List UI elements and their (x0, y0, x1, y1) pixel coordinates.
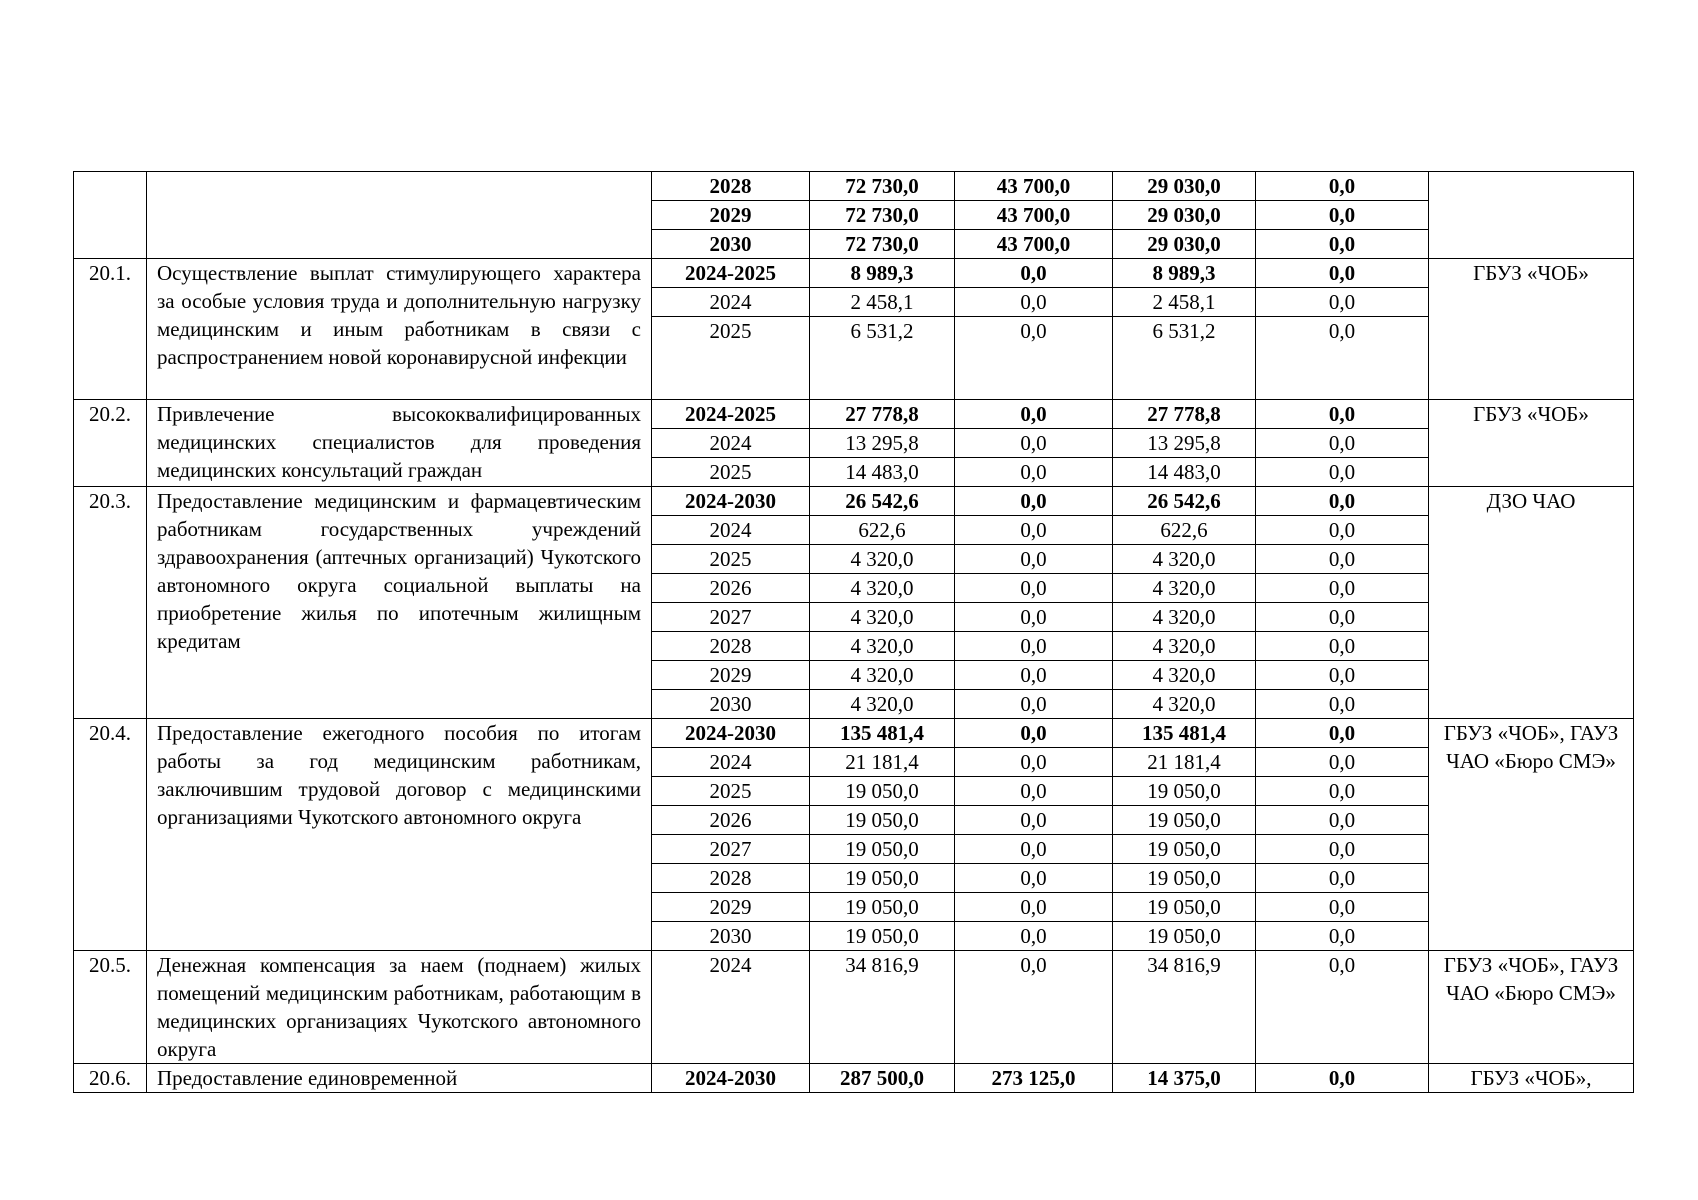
responsible-executor: ГБУЗ «ЧОБ» (1429, 259, 1634, 400)
federal-budget-cell: 0,0 (955, 487, 1113, 516)
total-cell: 6 531,2 (810, 317, 955, 400)
federal-budget-cell: 43 700,0 (955, 230, 1113, 259)
district-budget-cell: 2 458,1 (1113, 288, 1256, 317)
district-budget-cell: 29 030,0 (1113, 172, 1256, 201)
total-cell: 21 181,4 (810, 748, 955, 777)
other-sources-cell: 0,0 (1256, 951, 1429, 1064)
responsible-executor (1429, 172, 1634, 259)
total-cell: 26 542,6 (810, 487, 955, 516)
other-sources-cell: 0,0 (1256, 806, 1429, 835)
district-budget-cell: 19 050,0 (1113, 806, 1256, 835)
other-sources-cell: 0,0 (1256, 516, 1429, 545)
district-budget-cell: 4 320,0 (1113, 603, 1256, 632)
total-cell: 34 816,9 (810, 951, 955, 1064)
federal-budget-cell: 0,0 (955, 661, 1113, 690)
document-page (73, 171, 1633, 1093)
other-sources-cell: 0,0 (1256, 632, 1429, 661)
district-budget-cell: 19 050,0 (1113, 893, 1256, 922)
other-sources-cell: 0,0 (1256, 661, 1429, 690)
other-sources-cell: 0,0 (1256, 893, 1429, 922)
federal-budget-cell: 43 700,0 (955, 201, 1113, 230)
district-budget-cell: 27 778,8 (1113, 400, 1256, 429)
item-number: 20.3. (74, 487, 147, 719)
item-number: 20.2. (74, 400, 147, 487)
federal-budget-cell: 0,0 (955, 690, 1113, 719)
year-cell: 2028 (652, 632, 810, 661)
item-description (147, 172, 652, 259)
year-cell: 2024-2025 (652, 400, 810, 429)
total-cell: 19 050,0 (810, 777, 955, 806)
table-row (74, 951, 1634, 1064)
total-cell: 19 050,0 (810, 864, 955, 893)
other-sources-cell: 0,0 (1256, 230, 1429, 259)
total-cell: 4 320,0 (810, 603, 955, 632)
year-cell: 2028 (652, 172, 810, 201)
other-sources-cell: 0,0 (1256, 545, 1429, 574)
federal-budget-cell: 0,0 (955, 288, 1113, 317)
federal-budget-cell: 0,0 (955, 545, 1113, 574)
item-description: Предоставление ежегодного пособия по итогам работы за год медицинским работникам, заключившим трудовой договор с медицинскими организациями Чукотского автономного округа (147, 719, 652, 951)
federal-budget-cell: 0,0 (955, 400, 1113, 429)
district-budget-cell: 4 320,0 (1113, 545, 1256, 574)
district-budget-cell: 34 816,9 (1113, 951, 1256, 1064)
responsible-executor: ДЗО ЧАО (1429, 487, 1634, 719)
year-cell: 2026 (652, 806, 810, 835)
year-cell: 2029 (652, 201, 810, 230)
year-cell: 2027 (652, 835, 810, 864)
responsible-executor: ГБУЗ «ЧОБ», (1429, 1064, 1634, 1093)
total-cell: 72 730,0 (810, 201, 955, 230)
year-cell: 2024 (652, 288, 810, 317)
item-description: Денежная компенсация за наем (поднаем) жилых помещений медицинским работникам, работающим в медицинских организациях Чукотского автономного округа (147, 951, 652, 1064)
other-sources-cell: 0,0 (1256, 429, 1429, 458)
year-cell: 2025 (652, 317, 810, 400)
year-cell: 2024-2030 (652, 719, 810, 748)
year-cell: 2025 (652, 777, 810, 806)
other-sources-cell: 0,0 (1256, 259, 1429, 288)
responsible-executor: ГБУЗ «ЧОБ» (1429, 400, 1634, 487)
district-budget-cell: 4 320,0 (1113, 690, 1256, 719)
federal-budget-cell: 0,0 (955, 864, 1113, 893)
other-sources-cell: 0,0 (1256, 172, 1429, 201)
federal-budget-cell: 43 700,0 (955, 172, 1113, 201)
item-description: Привлечение высококвалифицированных медицинских специалистов для проведения медицинских консультаций граждан (147, 400, 652, 487)
year-cell: 2024 (652, 748, 810, 777)
item-description: Предоставление медицинским и фармацевтическим работникам государственных учреждений здравоохранения (аптечных организаций) Чукотского автономного округа социальной выплаты на приобретение жилья по ипотечным жилищным кредитам (147, 487, 652, 719)
total-cell: 287 500,0 (810, 1064, 955, 1093)
table-row (74, 172, 1634, 201)
district-budget-cell: 26 542,6 (1113, 487, 1256, 516)
year-cell: 2029 (652, 893, 810, 922)
other-sources-cell: 0,0 (1256, 719, 1429, 748)
total-cell: 4 320,0 (810, 690, 955, 719)
year-cell: 2030 (652, 690, 810, 719)
total-cell: 4 320,0 (810, 545, 955, 574)
district-budget-cell: 19 050,0 (1113, 777, 1256, 806)
district-budget-cell: 19 050,0 (1113, 922, 1256, 951)
district-budget-cell: 19 050,0 (1113, 835, 1256, 864)
federal-budget-cell: 0,0 (955, 922, 1113, 951)
district-budget-cell: 4 320,0 (1113, 632, 1256, 661)
total-cell: 19 050,0 (810, 835, 955, 864)
federal-budget-cell: 0,0 (955, 632, 1113, 661)
federal-budget-cell: 0,0 (955, 951, 1113, 1064)
district-budget-cell: 14 375,0 (1113, 1064, 1256, 1093)
federal-budget-cell: 0,0 (955, 259, 1113, 288)
federal-budget-cell: 0,0 (955, 516, 1113, 545)
item-number: 20.6. (74, 1064, 147, 1093)
district-budget-cell: 19 050,0 (1113, 864, 1256, 893)
federal-budget-cell: 0,0 (955, 317, 1113, 400)
total-cell: 8 989,3 (810, 259, 955, 288)
item-description: Предоставление единовременной (147, 1064, 652, 1093)
federal-budget-cell: 0,0 (955, 719, 1113, 748)
table-row (74, 259, 1634, 288)
district-budget-cell: 135 481,4 (1113, 719, 1256, 748)
federal-budget-cell: 0,0 (955, 603, 1113, 632)
year-cell: 2028 (652, 864, 810, 893)
federal-budget-cell: 0,0 (955, 893, 1113, 922)
total-cell: 13 295,8 (810, 429, 955, 458)
other-sources-cell: 0,0 (1256, 690, 1429, 719)
district-budget-cell: 29 030,0 (1113, 201, 1256, 230)
total-cell: 2 458,1 (810, 288, 955, 317)
year-cell: 2025 (652, 545, 810, 574)
district-budget-cell: 622,6 (1113, 516, 1256, 545)
year-cell: 2024-2025 (652, 259, 810, 288)
year-cell: 2024 (652, 429, 810, 458)
other-sources-cell: 0,0 (1256, 603, 1429, 632)
other-sources-cell: 0,0 (1256, 835, 1429, 864)
federal-budget-cell: 0,0 (955, 574, 1113, 603)
year-cell: 2030 (652, 230, 810, 259)
other-sources-cell: 0,0 (1256, 864, 1429, 893)
federal-budget-cell: 0,0 (955, 429, 1113, 458)
other-sources-cell: 0,0 (1256, 1064, 1429, 1093)
year-cell: 2030 (652, 922, 810, 951)
other-sources-cell: 0,0 (1256, 201, 1429, 230)
year-cell: 2027 (652, 603, 810, 632)
item-number: 20.4. (74, 719, 147, 951)
total-cell: 14 483,0 (810, 458, 955, 487)
federal-budget-cell: 0,0 (955, 458, 1113, 487)
other-sources-cell: 0,0 (1256, 288, 1429, 317)
item-number: 20.1. (74, 259, 147, 400)
federal-budget-cell: 0,0 (955, 835, 1113, 864)
federal-budget-cell: 0,0 (955, 777, 1113, 806)
total-cell: 19 050,0 (810, 922, 955, 951)
other-sources-cell: 0,0 (1256, 400, 1429, 429)
year-cell: 2024-2030 (652, 487, 810, 516)
responsible-executor: ГБУЗ «ЧОБ», ГАУЗ ЧАО «Бюро СМЭ» (1429, 951, 1634, 1064)
other-sources-cell: 0,0 (1256, 777, 1429, 806)
year-cell: 2024 (652, 516, 810, 545)
total-cell: 72 730,0 (810, 172, 955, 201)
year-cell: 2025 (652, 458, 810, 487)
year-cell: 2026 (652, 574, 810, 603)
district-budget-cell: 4 320,0 (1113, 574, 1256, 603)
other-sources-cell: 0,0 (1256, 574, 1429, 603)
district-budget-cell: 8 989,3 (1113, 259, 1256, 288)
other-sources-cell: 0,0 (1256, 458, 1429, 487)
year-cell: 2024-2030 (652, 1064, 810, 1093)
total-cell: 4 320,0 (810, 632, 955, 661)
item-number: 20.5. (74, 951, 147, 1064)
total-cell: 27 778,8 (810, 400, 955, 429)
district-budget-cell: 29 030,0 (1113, 230, 1256, 259)
other-sources-cell: 0,0 (1256, 317, 1429, 400)
responsible-executor: ГБУЗ «ЧОБ», ГАУЗ ЧАО «Бюро СМЭ» (1429, 719, 1634, 951)
total-cell: 622,6 (810, 516, 955, 545)
year-cell: 2024 (652, 951, 810, 1064)
other-sources-cell: 0,0 (1256, 487, 1429, 516)
district-budget-cell: 13 295,8 (1113, 429, 1256, 458)
item-description: Осуществление выплат стимулирующего характера за особые условия труда и дополнительную нагрузку медицинским и иным работникам в связи с распространением новой коронавирусной инфекции (147, 259, 652, 400)
total-cell: 135 481,4 (810, 719, 955, 748)
total-cell: 4 320,0 (810, 574, 955, 603)
district-budget-cell: 14 483,0 (1113, 458, 1256, 487)
item-number (74, 172, 147, 259)
total-cell: 19 050,0 (810, 893, 955, 922)
total-cell: 72 730,0 (810, 230, 955, 259)
table-row (74, 1064, 1634, 1093)
other-sources-cell: 0,0 (1256, 748, 1429, 777)
table-row (74, 719, 1634, 748)
federal-budget-cell: 0,0 (955, 806, 1113, 835)
financing-table (73, 171, 1634, 1093)
total-cell: 19 050,0 (810, 806, 955, 835)
federal-budget-cell: 0,0 (955, 748, 1113, 777)
district-budget-cell: 4 320,0 (1113, 661, 1256, 690)
table-row (74, 400, 1634, 429)
district-budget-cell: 21 181,4 (1113, 748, 1256, 777)
federal-budget-cell: 273 125,0 (955, 1064, 1113, 1093)
year-cell: 2029 (652, 661, 810, 690)
other-sources-cell: 0,0 (1256, 922, 1429, 951)
total-cell: 4 320,0 (810, 661, 955, 690)
district-budget-cell: 6 531,2 (1113, 317, 1256, 400)
table-row (74, 487, 1634, 516)
